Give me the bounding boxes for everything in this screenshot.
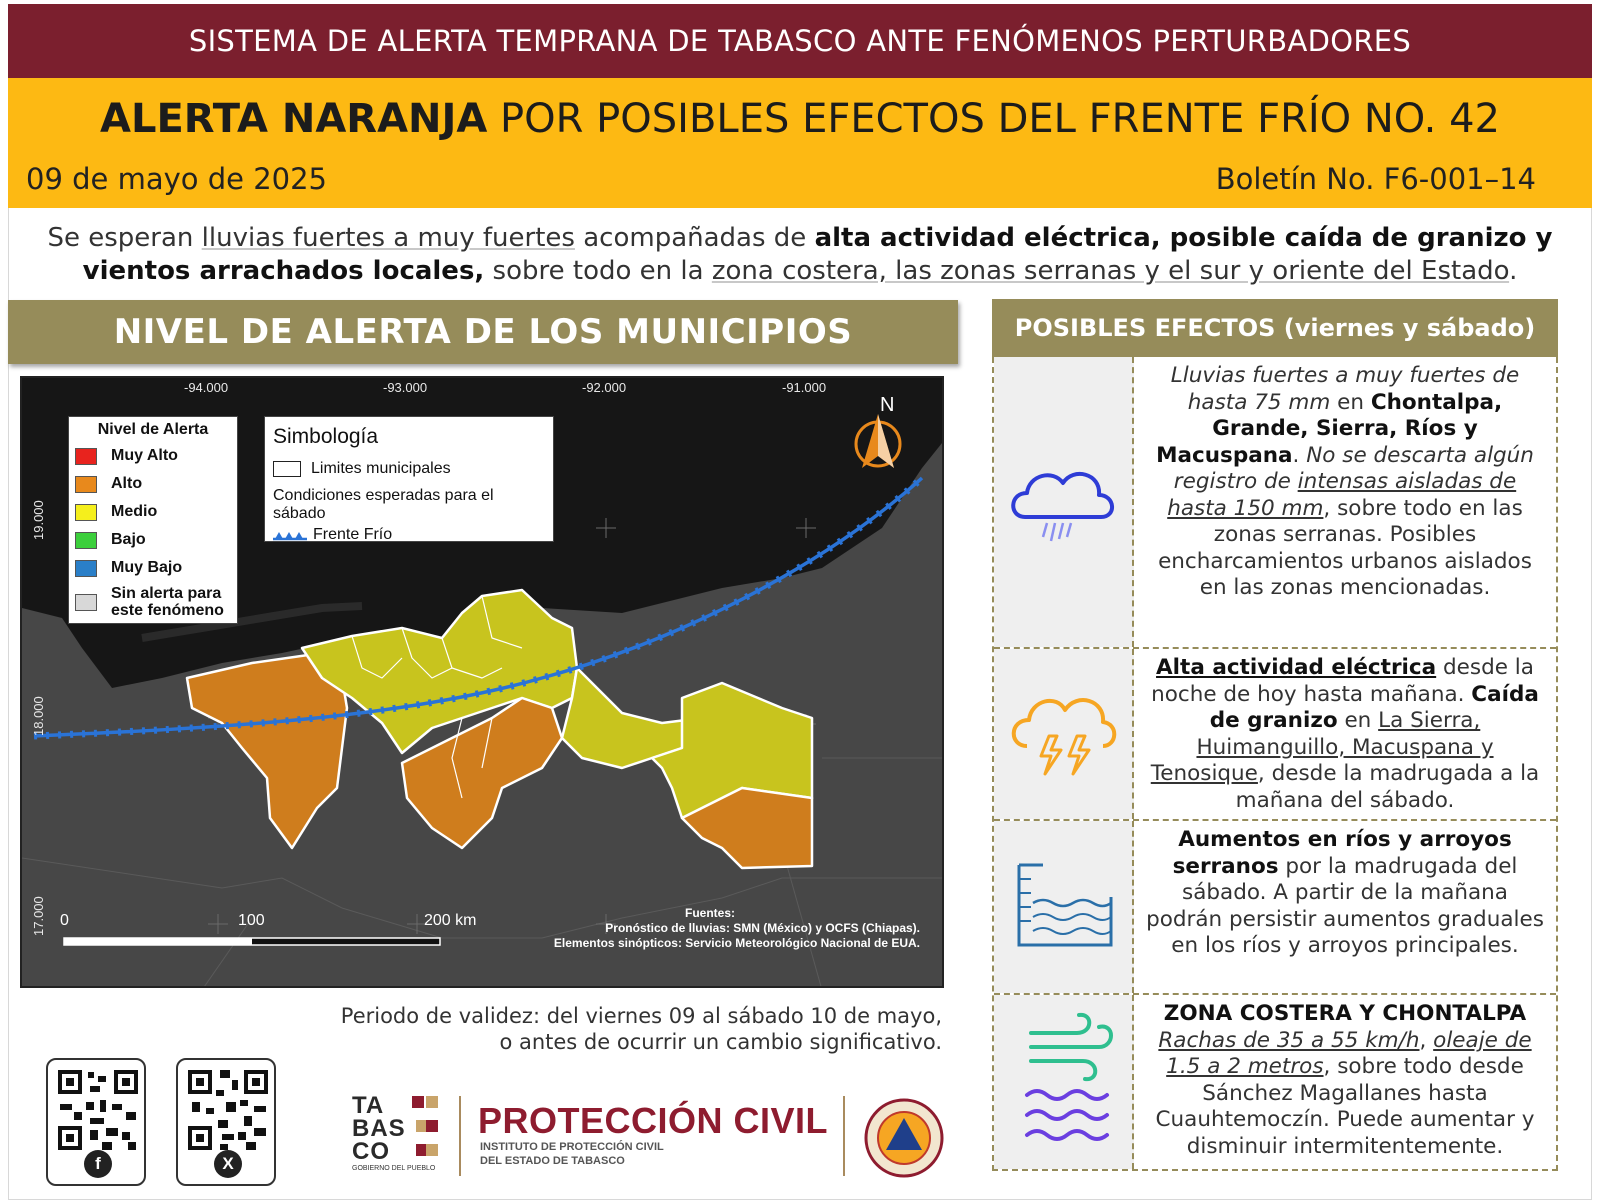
legend-label: Muy Bajo [111,559,183,576]
logo-divider [459,1096,461,1176]
symbology-box [264,416,554,542]
scale-label: 0 [60,912,69,929]
effect-text: por la madrugada del sábado. A partir de la mañana podrán persistir aumentos graduales en los ríos y arroyos principales. [1146,853,1544,958]
effect-electric-text [1144,655,1546,814]
alert-legend [68,416,238,624]
effect-coast-text [1144,1001,1546,1160]
symbology-conditions: Condiciones esperadas para el sábado [273,487,494,522]
effect-text: Caída de granizo [1209,681,1539,733]
tabasco-emblem-icon [410,1094,440,1164]
validity-line: o antes de ocurrir un cambio significativo. [499,1030,942,1054]
facebook-icon: f [84,1150,112,1178]
lat-label: 18.000 [31,696,46,736]
effect-rain-text [1144,363,1546,602]
effect-text: , desde la madrugada a la mañana del sábado. [1235,761,1540,813]
effects-header [992,299,1558,357]
symbology-item [273,457,545,481]
system-title: SISTEMA DE ALERTA TEMPRANA DE TABASCO ANTE FENÓMENOS PERTURBADORES [188,24,1412,58]
legend-item [75,498,231,526]
legend-item [75,442,231,470]
symbology-item [273,523,545,547]
qr-x[interactable] [176,1058,276,1186]
effect-text: Lluvias fuertes a muy fuertes de hasta 75 mm [1170,363,1520,415]
legend-swatch [75,560,97,577]
effect-text: Alta actividad eléctrica [1156,655,1437,680]
legend-label: Medio [111,503,158,520]
effect-text: desde la noche de hoy hasta mañana. [1151,655,1534,707]
symbology-label: Frente Frío [313,526,393,543]
effect-row-rivers [994,819,1556,993]
sources-title: Fuentes: [684,906,735,920]
effect-rivers-text [1144,827,1546,960]
cold-front-icon [273,529,307,541]
effect-text: , sobre todo desde Sánchez Magallanes hasta Cuauhtemoczín. Puede aumentar y disminuir intermitentemente. [1155,1054,1535,1159]
legend-item [75,554,231,582]
map-sources [500,906,920,951]
scale-bar-segment [64,938,252,945]
effect-text: en [1337,708,1379,733]
summary-bold: alta actividad eléctrica, posible caída de granizo y vientos arrachados locales, [82,223,1553,286]
effect-text: No se descarta algún registro de [1173,442,1534,494]
lat-label: 19.000 [31,500,46,540]
summary-text: Se esperan [47,223,202,253]
alert-title [8,96,1592,142]
logo-text: TA [352,1092,385,1119]
map-section-title-text: NIVEL DE ALERTA DE LOS MUNICIPIOS [113,312,853,352]
effect-text: , sobre todo en las zonas serranas. Posibles encharcamientos urbanos aislados en las zonas mencionadas. [1158,495,1532,600]
scale-label: 200 km [424,912,477,929]
pc-sub-line: INSTITUTO DE PROTECCIÓN CIVIL [480,1141,664,1153]
summary-highlight: lluvias fuertes a muy fuertes [201,223,575,253]
effect-text: Rachas de 35 a 55 km/h [1158,1027,1420,1053]
legend-swatch [75,476,97,493]
legend-swatch [75,594,97,611]
effects-header-text: POSIBLES EFECTOS (viernes y sábado) [1014,314,1536,342]
effect-icon-cell [994,649,1134,819]
logo-text: BAS [352,1115,406,1142]
effect-text: . [1292,442,1307,468]
scale-label: 100 [238,912,265,929]
legend-title: Nivel de Alerta [97,421,209,438]
effect-text: La Sierra, Huimanguillo, Macuspana y Tenosique [1150,708,1494,786]
north-label: N [880,394,895,416]
effect-text: Chontalpa, Grande, Sierra, Ríos y Macuspana [1156,389,1503,468]
civil-protection-seal-icon [864,1098,944,1178]
alert-subject: POR POSIBLES EFECTOS DEL FRENTE FRÍO NO. 42 [487,96,1500,142]
summary-text: acompañadas de [574,223,815,253]
effect-text: , [1419,1027,1434,1053]
summary-highlight: zona costera, las zonas serranas y el sur y oriente del Estado [711,256,1510,286]
lat-label: 17.000 [31,896,46,936]
effect-text: oleaje de 1.5 a 2 metros [1166,1027,1532,1079]
effect-icon-cell [994,995,1134,1169]
legend-swatch [75,532,97,549]
effect-icon-cell [994,357,1134,647]
qr-code-icon [180,1066,276,1156]
boundary-swatch [273,461,301,477]
forecast-summary [30,222,1570,288]
effect-text: en [1330,389,1371,415]
summary-text: sobre todo en la [484,256,712,286]
effect-icon-cell [994,821,1134,993]
legend-label: Bajo [111,531,146,548]
logo-divider [843,1096,845,1176]
symbology-title: Simbología [273,425,379,448]
bulletin-number: Boletín No. F6-001–14 [1215,162,1536,196]
legend-item [75,526,231,554]
legend-item [75,582,231,622]
alert-map [20,376,944,988]
bulletin-date: 09 de mayo de 2025 [26,162,328,196]
proteccion-civil-title: PROTECCIÓN CIVIL [478,1100,829,1141]
lon-label: -92.000 [582,380,627,395]
logo-subtext: GOBIERNO DEL PUEBLO [352,1165,436,1172]
lon-label: -93.000 [383,380,428,395]
system-title-bar [8,4,1592,78]
alert-band [8,78,1592,208]
qr-facebook[interactable] [46,1058,146,1186]
effects-table [992,357,1558,1171]
legend-swatch [75,448,97,465]
proteccion-civil-subtitle [480,1140,664,1168]
effect-text: Aumentos en ríos y arroyos serranos [1172,827,1512,879]
summary-text: . [1509,256,1518,286]
effect-row-rain [994,357,1556,647]
effect-coast-title: ZONA COSTERA Y CHONTALPA [1163,1001,1527,1026]
effect-row-electric [994,647,1556,819]
logo-text: CO [352,1138,390,1165]
validity-line: Periodo de validez: del viernes 09 al sábado 10 de mayo, [340,1004,942,1028]
pc-sub-line: DEL ESTADO DE TABASCO [480,1155,625,1167]
rain-cloud-icon [1003,457,1123,547]
validity-period [300,1003,942,1055]
legend-swatch [75,504,97,521]
wind-waves-icon [1003,1007,1123,1157]
legend-label: Sin alerta para este fenómeno [111,585,224,619]
sources-line: Pronóstico de lluvias: SMN (México) y OCFS (Chiapas). [605,921,920,935]
effect-text: intensas aisladas de hasta 150 mm [1167,469,1517,521]
map-section-title [8,300,958,364]
effect-row-coast [994,993,1556,1169]
lon-label: -94.000 [184,380,229,395]
x-icon: X [214,1150,242,1178]
sources-line: Elementos sinópticos: Servicio Meteorológico Nacional de EUA. [553,936,920,950]
tabasco-logo [352,1094,452,1178]
legend-item [75,470,231,498]
alert-level: ALERTA NARANJA [100,96,488,142]
legend-label: Muy Alto [111,447,178,464]
symbology-label: Limites municipales [311,460,451,477]
river-level-icon [1003,857,1123,957]
qr-code-icon [50,1066,146,1156]
legend-label: Alto [111,475,143,492]
lon-label: -91.000 [782,380,827,395]
storm-cloud-icon [1003,684,1123,784]
